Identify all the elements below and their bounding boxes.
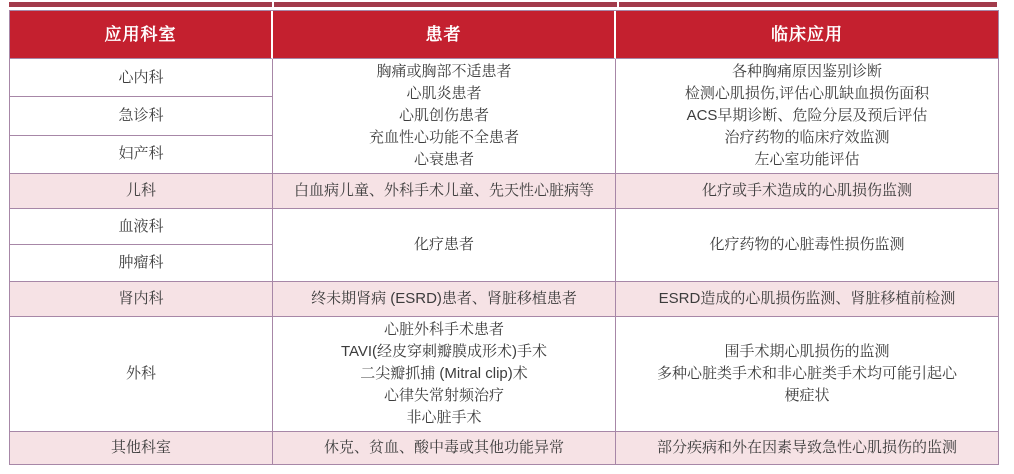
patients-cell-hemonc-group: 化疗患者	[273, 209, 616, 282]
department-cell-oncology: 肿瘤科	[10, 245, 273, 282]
clinical-cell-hemonc-group: 化疗药物的心脏毒性损伤监测	[616, 209, 998, 282]
top-strip-segment	[619, 2, 997, 7]
department-cell-surgery: 外科	[10, 317, 273, 432]
table-row-hematology	[10, 209, 998, 245]
table-row-surgery	[10, 317, 998, 432]
header-cell-clinical: 临床应用	[616, 11, 998, 59]
patients-cell-nephrology: 终未期肾病 (ESRD)患者、肾脏移植患者	[273, 282, 616, 317]
table-row-other	[10, 432, 998, 464]
patients-cell-pediatrics: 白血病儿童、外科手术儿童、先天性心脏病等	[273, 174, 616, 209]
department-cell-hematology: 血液科	[10, 209, 273, 245]
department-cell-other: 其他科室	[10, 432, 273, 464]
patients-cell-cardio-group: 胸痛或胸部不适患者 心肌炎患者 心肌创伤患者 充血性心功能不全患者 心衰患者	[273, 59, 616, 174]
clinical-cell-surgery: 围手术期心肌损伤的监测 多种心脏类手术和非心脏类手术均可能引起心 梗症状	[616, 317, 998, 432]
table-top-edge-strip	[9, 2, 997, 7]
clinical-cell-pediatrics: 化疗或手术造成的心肌损伤监测	[616, 174, 998, 209]
patients-cell-other: 休克、贫血、酸中毒或其他功能异常	[273, 432, 616, 464]
clinical-cell-other: 部分疾病和外在因素导致急性心肌损伤的监测	[616, 432, 998, 464]
patients-cell-surgery: 心脏外科手术患者 TAVI(经皮穿刺瓣膜成形术)手术 二尖瓣抓捕 (Mitral clip)术 心律失常射频治疗 非心脏手术	[273, 317, 616, 432]
department-cell-nephrology: 肾内科	[10, 282, 273, 317]
department-cell-emergency: 急诊科	[10, 97, 273, 135]
top-strip-segment	[9, 2, 272, 7]
department-cell-pediatrics: 儿科	[10, 174, 273, 209]
top-strip-segment	[274, 2, 617, 7]
header-cell-patients: 患者	[273, 11, 616, 59]
header-row	[10, 11, 998, 59]
table-row-pediatrics	[10, 174, 998, 209]
table-row-cardiology	[10, 59, 998, 97]
clinical-application-table	[9, 10, 999, 465]
header-cell-department: 应用科室	[10, 11, 273, 59]
clinical-cell-nephrology: ESRD造成的心肌损伤监测、肾脏移植前检测	[616, 282, 998, 317]
department-cell-cardiology: 心内科	[10, 59, 273, 97]
clinical-cell-cardio-group: 各种胸痛原因鉴别诊断 检测心肌损伤,评估心肌缺血损伤面积 ACS早期诊断、危险分层及预后评估 治疗药物的临床疗效监测 左心室功能评估	[616, 59, 998, 174]
table-row-nephrology	[10, 282, 998, 317]
department-cell-obstetrics: 妇产科	[10, 136, 273, 174]
